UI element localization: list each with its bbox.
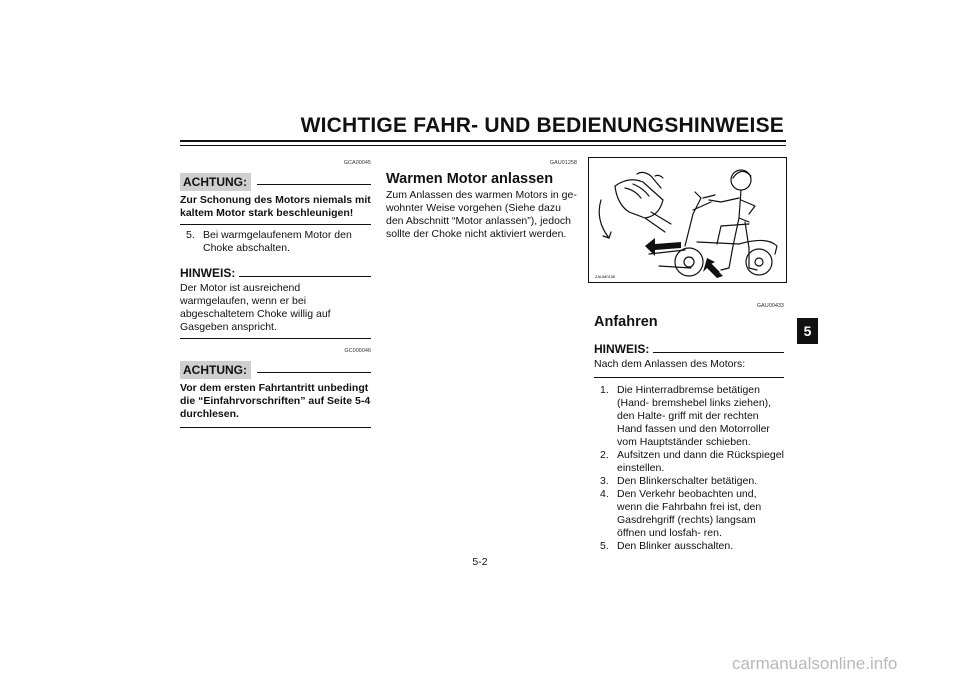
note-header	[180, 267, 371, 280]
title-rule	[180, 140, 786, 146]
step-text: Den Verkehr beobachten und, wenn die Fahrbahn frei ist, den Gasdrehgriff (rechts) langsam öffnen und losfah- ren.	[617, 488, 762, 539]
page-title: WICHTIGE FAHR- UND BEDIENUNGSHINWEISE	[300, 114, 784, 137]
step-number: 2.	[600, 449, 609, 461]
list-item	[186, 229, 371, 255]
caution-header	[180, 361, 371, 379]
note-text: Der Motor ist ausreichend warmgelaufen, wenn er bei abgeschaltetem Choke willig auf Gasgeben anspricht.	[180, 282, 371, 339]
step-number: 5.	[600, 540, 609, 552]
reference-code: GAU00433	[756, 303, 784, 309]
section-text: Zum Anlassen des warmen Motors in ge- wohnter Weise vorgehen (Siehe dazu den Abschnitt “Motor anlassen”), jedoch sollte der Choke nicht aktiviert werden.	[386, 189, 577, 240]
caution-header	[180, 173, 371, 191]
step-text: Die Hinterradbremse betätigen (Hand- bremshebel links ziehen), den Halte- griff mit der rechten Hand fassen und den Motorroller vom Hauptständer schieben.	[617, 384, 772, 448]
step-text: Den Blinker ausschalten.	[617, 540, 734, 552]
section-heading: Anfahren	[594, 314, 658, 330]
note-header	[594, 343, 784, 356]
reference-code: GAU01258	[549, 160, 577, 166]
figure-code: ZAUM0156	[595, 274, 616, 279]
list-item	[600, 488, 784, 540]
caution-badge: ACHTUNG:	[180, 173, 251, 191]
list-item	[600, 449, 784, 475]
step-text: Aufsitzen und dann die Rückspiegel einstellen.	[617, 449, 784, 474]
step-number: 4.	[600, 488, 609, 500]
step-number: 5.	[186, 229, 195, 241]
watermark: carmanualsonline.info	[732, 654, 898, 673]
step-text: Den Blinkerschalter betätigen.	[617, 475, 758, 487]
list-item	[600, 540, 784, 553]
divider	[257, 372, 371, 373]
divider	[653, 352, 784, 353]
rider-scooter-drawing	[589, 158, 786, 282]
step-list	[594, 384, 784, 553]
caution-badge: ACHTUNG:	[180, 361, 251, 379]
middle-column	[386, 157, 577, 241]
left-column	[180, 157, 371, 428]
note-text: Nach dem Anlassen des Motors:	[594, 358, 784, 378]
list-item	[600, 384, 784, 449]
note-label: HINWEIS:	[594, 342, 650, 356]
reference-code: GC000046	[344, 348, 371, 354]
page-number: 5-2	[472, 556, 488, 568]
chapter-tab: 5	[797, 318, 818, 344]
caution-text: Vor dem ersten Fahrtantritt unbedingt die “Einfahrvorschriften” auf Seite 5-4 durchlesen.	[180, 382, 371, 428]
divider	[257, 184, 371, 185]
step-list	[180, 229, 371, 255]
step-number: 1.	[600, 384, 609, 396]
caution-text: Zur Schonung des Motors niemals mit kaltem Motor stark beschleunigen!	[180, 194, 371, 225]
scooter-illustration	[588, 157, 787, 283]
note-label: HINWEIS:	[180, 266, 236, 280]
section-heading: Warmen Motor anlassen	[386, 171, 554, 187]
list-item	[600, 475, 784, 488]
reference-code: GCA00045	[343, 160, 371, 166]
step-text: Bei warmgelaufenem Motor den Choke abschalten.	[203, 229, 352, 254]
divider	[239, 276, 371, 277]
step-number: 3.	[600, 475, 609, 487]
right-column	[594, 300, 784, 553]
